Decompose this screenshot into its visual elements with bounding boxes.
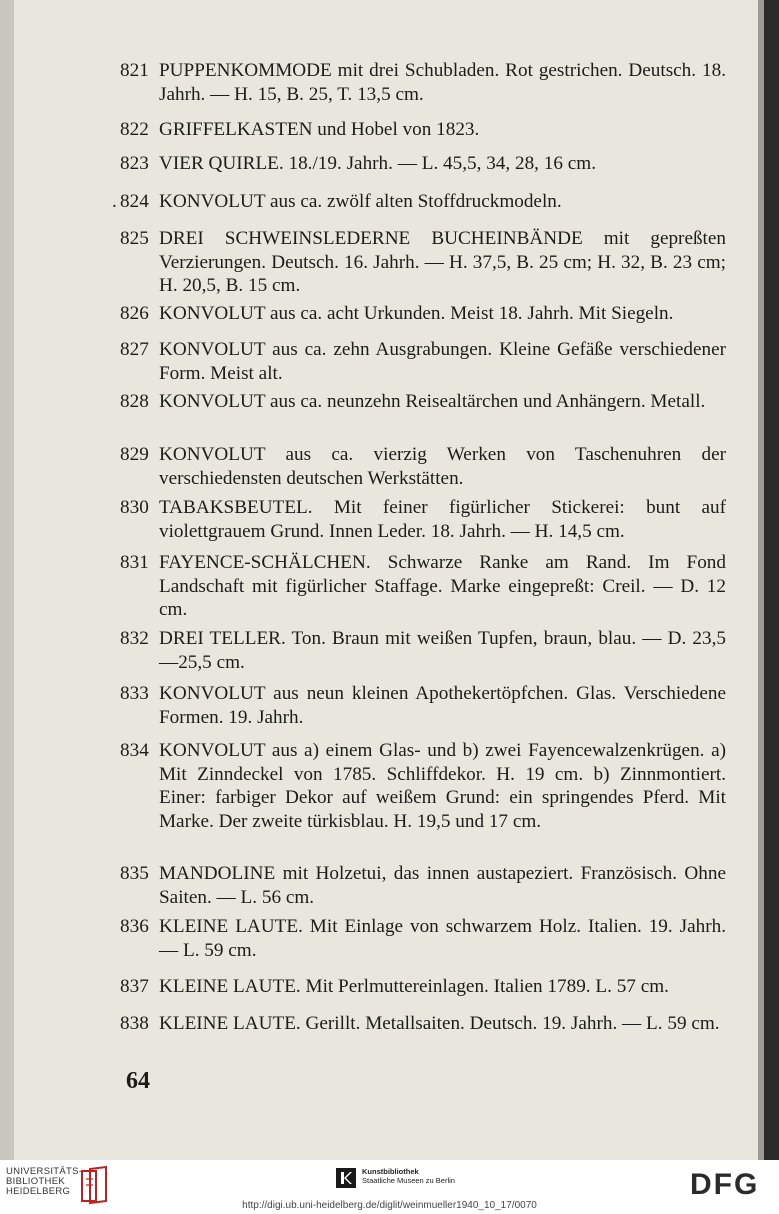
page-number: 64 — [126, 1068, 150, 1094]
entry-text: KONVOLUT aus ca. neunzehn Reisealtärchen und Anhängern. Metall. — [159, 391, 706, 412]
stray-mark: . — [112, 191, 117, 212]
catalog-entry — [120, 862, 726, 909]
kb-line-2: Staatliche Museen zu Berlin — [362, 1176, 455, 1185]
entry-number: 827 — [120, 339, 149, 360]
catalog-entry — [120, 975, 726, 999]
catalog-entry — [120, 915, 726, 962]
catalog-entry — [120, 1012, 726, 1036]
catalog-entry — [120, 59, 726, 106]
uni-line-2: BIBLIOTHEK — [6, 1176, 65, 1187]
entry-number: 830 — [120, 497, 149, 518]
catalog-entry — [120, 627, 726, 674]
kunstbibliothek-logo-icon[interactable] — [335, 1167, 357, 1189]
entry-text: DREI SCHWEINSLEDERNE BUCHEINBÄNDE mit gepreßten Verzierungen. Deutsch. 16. Jahrh. — H. 37,5, B. 25 cm; H. 32, B. 23 cm; H. 20,5, B. 15 cm. — [159, 228, 726, 296]
entry-number: 837 — [120, 976, 149, 997]
kunstbibliothek-label — [362, 1167, 455, 1185]
entry-text: KONVOLUT aus a) einem Glas- und b) zwei Fayencewalzenkrügen. a) Mit Zinndeckel von 1785. Schliffdekor. H. 19 cm. b) Zinnmontiert. Einer: farbiger Dekor auf weißem Grund: ein springendes Pferd. Mit Marke. Der zweite türkisblau. H. 19,5 und 17 cm. — [159, 740, 726, 832]
entry-number: 828 — [120, 391, 149, 412]
entry-number: 834 — [120, 740, 149, 761]
kb-line-1: Kunstbibliothek — [362, 1167, 419, 1176]
entry-text: KONVOLUT aus ca. zwölf alten Stoffdruckmodeln. — [159, 191, 562, 212]
entry-text: VIER QUIRLE. 18./19. Jahrh. — L. 45,5, 34, 28, 16 cm. — [159, 153, 597, 174]
catalog-entry — [120, 496, 726, 543]
entry-text: KLEINE LAUTE. Mit Einlage von schwarzem Holz. Italien. 19. Jahrh. — L. 59 cm. — [159, 916, 726, 961]
entry-text: GRIFFELKASTEN und Hobel von 1823. — [159, 119, 480, 140]
uni-line-1: UNIVERSITÄTS- — [6, 1166, 83, 1177]
entry-text: DREI TELLER. Ton. Braun mit weißen Tupfen, braun, blau. — D. 23,5—25,5 cm. — [159, 628, 726, 673]
entry-number: 835 — [120, 863, 149, 884]
entry-number: 829 — [120, 444, 149, 465]
entry-number: 824 — [120, 191, 149, 212]
entry-text: TABAKSBEUTEL. Mit feiner figürlicher Stickerei: bunt auf violettgrauem Grund. Innen Leder. 18. Jahrh. — H. 14,5 cm. — [159, 497, 726, 542]
catalog-entry — [120, 338, 726, 385]
entry-text: KONVOLUT aus ca. acht Urkunden. Meist 18. Jahrh. Mit Siegeln. — [159, 303, 674, 324]
page-left-edge — [0, 0, 14, 1160]
entry-text: FAYENCE-SCHÄLCHEN. Schwarze Ranke am Rand. Im Fond Landschaft mit figürlicher Staffage. Marke eingepreßt: Creil. — D. 12 cm. — [159, 552, 726, 620]
catalog-entry — [120, 682, 726, 729]
university-logo-icon[interactable] — [80, 1165, 110, 1205]
catalog-entry — [120, 302, 726, 326]
entry-text: KONVOLUT aus ca. zehn Ausgrabungen. Kleine Gefäße verschiedener Form. Meist alt. — [159, 339, 726, 384]
entry-text: KONVOLUT aus neun kleinen Apothekertöpfchen. Glas. Verschiedene Formen. 19. Jahrh. — [159, 683, 726, 728]
entry-text: KONVOLUT aus ca. vierzig Werken von Taschenuhren der verschiedensten deutschen Werkstätten. — [159, 444, 726, 489]
entry-number: 832 — [120, 628, 149, 649]
page-right-edge — [764, 0, 779, 1160]
entry-text: MANDOLINE mit Holzetui, das innen austapeziert. Französisch. Ohne Saiten. — L. 56 cm. — [159, 863, 726, 908]
entry-number: 826 — [120, 303, 149, 324]
entry-number: 833 — [120, 683, 149, 704]
entry-number: 825 — [120, 228, 149, 249]
entry-number: 821 — [120, 60, 149, 81]
catalog-entry — [120, 390, 726, 414]
entry-number: 831 — [120, 552, 149, 573]
page-url[interactable]: http://digi.ub.uni-heidelberg.de/diglit/weinmueller1940_10_17/0070 — [242, 1200, 537, 1211]
catalog-entry — [120, 739, 726, 833]
catalog-entry — [120, 152, 726, 176]
catalog-entry — [120, 443, 726, 490]
entry-text: KLEINE LAUTE. Mit Perlmuttereinlagen. Italien 1789. L. 57 cm. — [159, 976, 669, 997]
entry-number: 836 — [120, 916, 149, 937]
uni-line-3: HEIDELBERG — [6, 1186, 71, 1197]
entry-number: 822 — [120, 119, 149, 140]
entry-number: 823 — [120, 153, 149, 174]
catalog-entry — [120, 227, 726, 298]
entry-number: 838 — [120, 1013, 149, 1034]
entry-text: KLEINE LAUTE. Gerillt. Metallsaiten. Deutsch. 19. Jahrh. — L. 59 cm. — [159, 1013, 720, 1034]
catalog-entry — [112, 190, 726, 214]
catalog-entry — [120, 551, 726, 622]
entry-text: PUPPENKOMMODE mit drei Schubladen. Rot gestrichen. Deutsch. 18. Jahrh. — H. 15, B. 25, T. 13,5 cm. — [159, 60, 726, 105]
university-library-label[interactable] — [6, 1167, 82, 1197]
viewer-footer — [0, 1160, 779, 1214]
catalog-entry — [120, 118, 726, 142]
dfg-logo[interactable]: DFG — [690, 1168, 760, 1201]
